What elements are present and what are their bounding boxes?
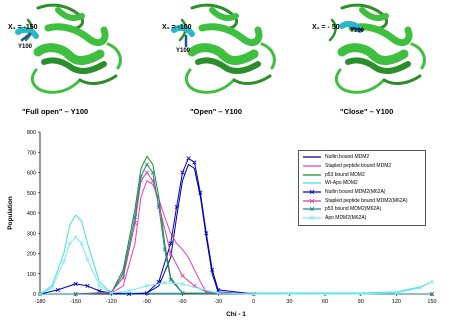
x-axis-label: Chi - 1 — [226, 311, 246, 318]
legend-item — [302, 162, 422, 171]
y-tick-label: 0 — [32, 292, 36, 298]
panel-caption-full-open: "Full open" – Y100 — [22, 107, 89, 116]
x-tick-label: 60 — [322, 299, 329, 305]
y-tick-label: 600 — [26, 170, 36, 177]
legend-swatch — [302, 154, 322, 160]
x-tick-label: 120 — [391, 299, 401, 305]
x-tick-label: 90 — [357, 299, 364, 305]
x-tick-label: 150 — [427, 299, 437, 305]
y-tick-label: 700 — [26, 150, 36, 157]
protein-structure-image — [8, 0, 138, 106]
x-tick-label: -120 — [105, 299, 117, 305]
legend-label: Apo MDM2(M62A) — [325, 215, 367, 222]
legend-swatch — [302, 198, 322, 204]
data-point — [98, 284, 102, 288]
structure-panel-full-open — [8, 0, 138, 106]
legend-item — [302, 179, 422, 188]
legend-item — [302, 196, 422, 205]
legend-swatch — [302, 206, 322, 212]
y-tick-label: 800 — [26, 130, 36, 136]
x-tick-label: -30 — [214, 299, 223, 305]
legend-label: Wt-Apo MDM2 — [325, 180, 358, 187]
x-tick-label: -150 — [70, 299, 82, 305]
residue-label: Y100 — [176, 48, 191, 54]
y-tick-label: 200 — [26, 251, 36, 258]
legend-swatch — [302, 189, 322, 195]
residue-label: Y100 — [350, 28, 365, 34]
legend-label: p53 bound MDM2(M62A) — [325, 206, 382, 213]
data-point — [50, 286, 54, 290]
legend-label: p53 bound MDM2 — [325, 171, 365, 178]
legend-item — [302, 188, 422, 197]
protein-structure-image — [312, 0, 442, 106]
y-tick-label: 300 — [26, 231, 36, 238]
legend-swatch — [302, 163, 322, 169]
y-tick-label: 500 — [26, 190, 36, 197]
legend-item — [302, 153, 422, 162]
x-tick-label: 0 — [252, 299, 256, 305]
legend-item — [302, 170, 422, 179]
series-4 — [40, 215, 432, 294]
chart-legend — [298, 150, 426, 226]
y-tick-label: 400 — [26, 211, 36, 217]
legend-swatch — [302, 215, 322, 221]
legend-swatch — [302, 180, 322, 186]
panel-caption-open: "Open" – Y100 — [190, 107, 242, 116]
chi-angle-label: X₁ = -100 — [162, 24, 192, 31]
data-point — [145, 171, 149, 175]
legend-label: Nutlin bound MDM2(M62A) — [325, 189, 386, 196]
structure-panel-close — [312, 0, 442, 106]
x-tick-label: 30 — [286, 299, 293, 305]
series-8 — [38, 236, 434, 296]
legend-label: Stapled peptide bound MDM2(M62A) — [325, 197, 408, 204]
x-tick-label: -60 — [178, 299, 187, 305]
data-point — [145, 163, 149, 167]
chi-angle-label: X₁ = -150 — [8, 24, 38, 31]
legend-item — [302, 214, 422, 223]
legend-swatch — [302, 172, 322, 178]
chi-angle-label: X₁ = - 50 — [312, 24, 340, 31]
legend-item — [302, 205, 422, 214]
data-point — [181, 274, 185, 278]
legend-label: Nutlin bound MDM2 — [325, 154, 370, 161]
residue-label: Y100 — [18, 44, 33, 50]
y-axis-label: Population — [7, 196, 14, 230]
x-tick-label: -180 — [34, 299, 46, 305]
y-tick-label: 100 — [26, 271, 36, 278]
x-tick-label: -90 — [142, 299, 151, 305]
structure-panel-open — [162, 0, 292, 106]
panel-caption-close: "Close" – Y100 — [340, 107, 394, 116]
data-point — [74, 236, 78, 240]
legend-label: Stapled peptide bound MDM2 — [325, 163, 392, 170]
series-line — [40, 215, 432, 294]
